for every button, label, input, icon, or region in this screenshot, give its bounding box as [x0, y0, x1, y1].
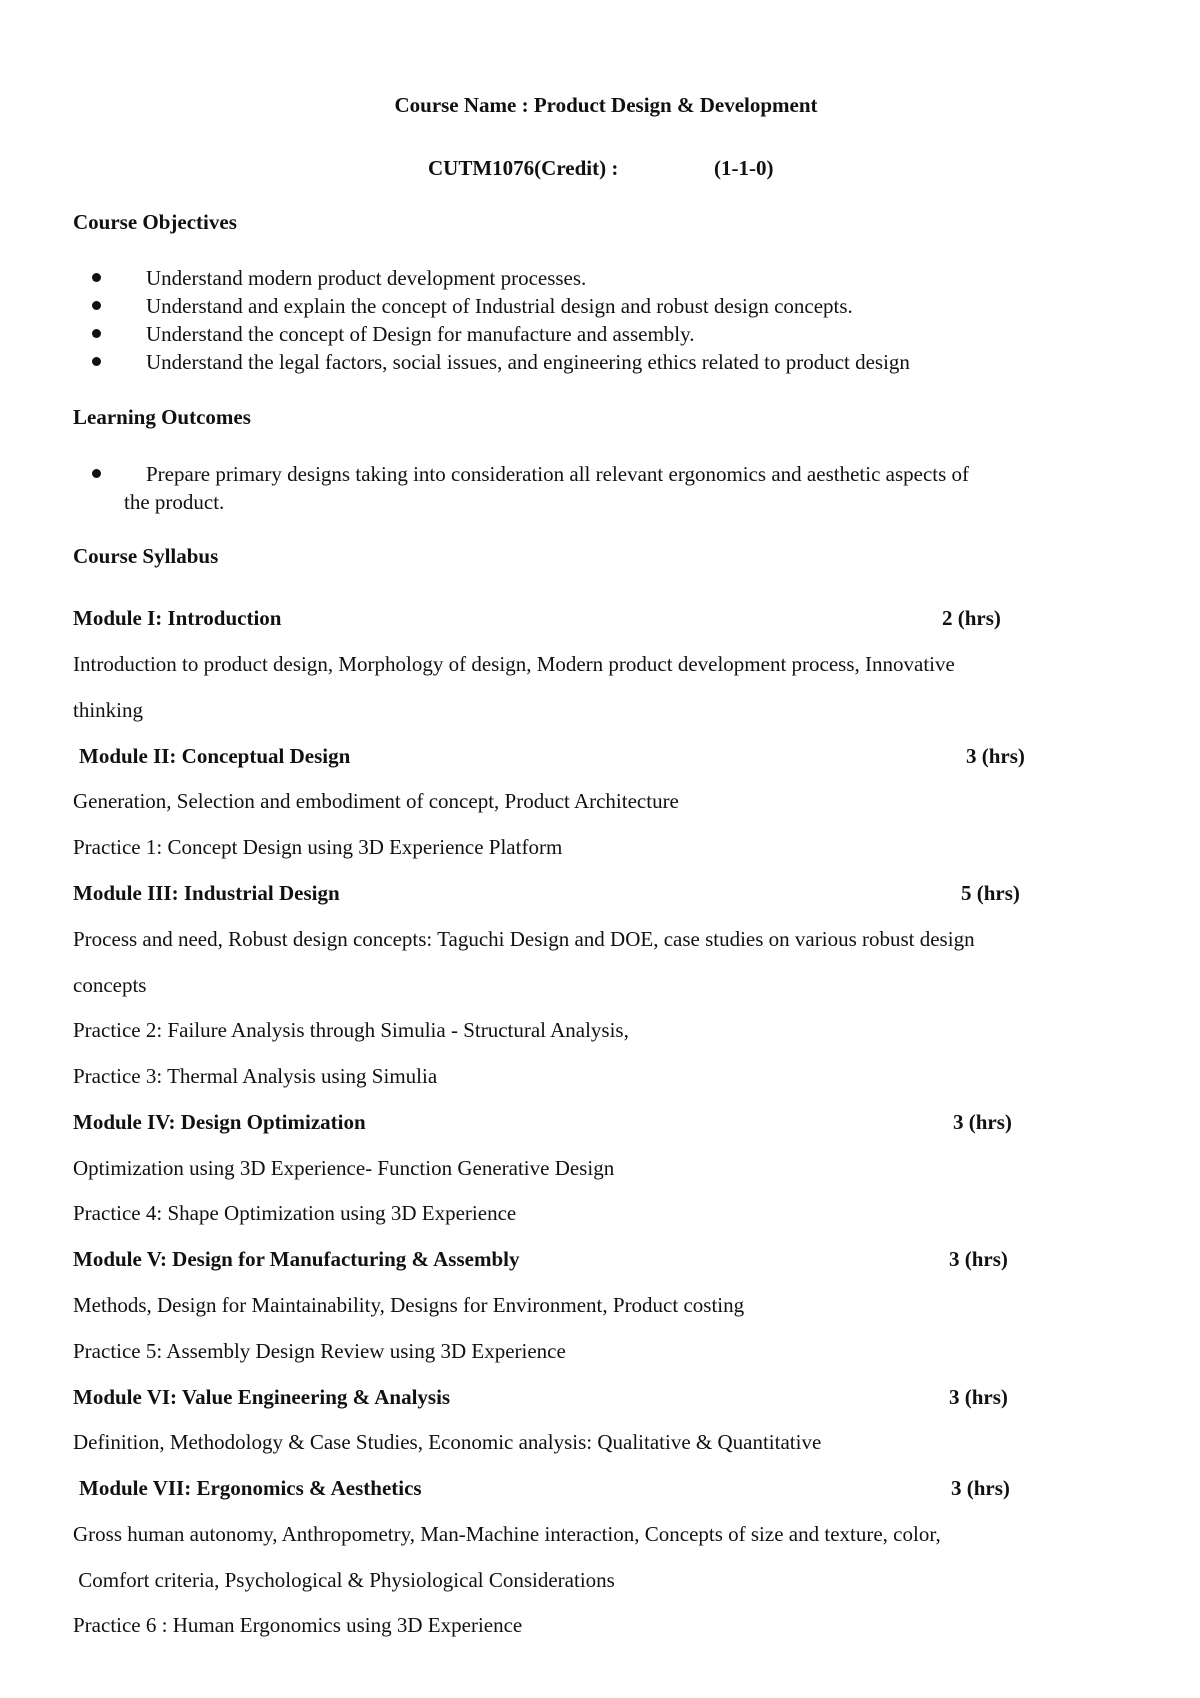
module-title: Module VII: Ergonomics & Aesthetics	[79, 1476, 422, 1500]
module-title: Module VI: Value Engineering & Analysis	[73, 1385, 451, 1409]
module-content: Definition, Methodology & Case Studies, Economic analysis: Qualitative & Quantitative	[73, 1430, 822, 1454]
module-content: Gross human autonomy, Anthropometry, Man-Machine interaction, Concepts of size and texture, color,	[73, 1522, 941, 1546]
module-content: Methods, Design for Maintainability, Designs for Environment, Product costing	[73, 1293, 745, 1317]
bullet-icon	[92, 469, 101, 478]
objective-item: Understand the concept of Design for manufacture and assembly.	[146, 322, 695, 346]
module-content: Optimization using 3D Experience- Function Generative Design	[73, 1156, 615, 1180]
module-title: Module III: Industrial Design	[73, 881, 340, 905]
module-content: Generation, Selection and embodiment of concept, Product Architecture	[73, 789, 679, 813]
module-title: Module IV: Design Optimization	[73, 1110, 366, 1134]
module-content: Practice 2: Failure Analysis through Simulia - Structural Analysis,	[73, 1018, 629, 1042]
module-title: Module V: Design for Manufacturing & Assembly	[73, 1247, 520, 1271]
module-content: Practice 5: Assembly Design Review using 3D Experience	[73, 1339, 566, 1363]
module-hours: 5 (hrs)	[961, 881, 1020, 905]
objectives-heading: Course Objectives	[73, 210, 237, 234]
bullet-icon	[92, 273, 101, 282]
course-title: Course Name : Product Design & Development	[394, 93, 818, 117]
module-content: Practice 3: Thermal Analysis using Simulia	[73, 1064, 438, 1088]
bullet-icon	[92, 301, 101, 310]
module-content: Practice 6 : Human Ergonomics using 3D Experience	[73, 1613, 523, 1637]
outcomes-heading: Learning Outcomes	[73, 405, 251, 429]
course-credit: (1-1-0)	[714, 156, 774, 180]
module-hours: 3 (hrs)	[949, 1247, 1008, 1271]
course-code-line	[428, 154, 774, 182]
module-content: Practice 1: Concept Design using 3D Experience Platform	[73, 835, 563, 859]
module-title: Module II: Conceptual Design	[79, 744, 351, 768]
module-hours: 3 (hrs)	[953, 1110, 1012, 1134]
module-hours: 2 (hrs)	[942, 606, 1001, 630]
module-hours: 3 (hrs)	[966, 744, 1025, 768]
module-content: Introduction to product design, Morphology of design, Modern product development process, Innovative	[73, 652, 955, 676]
module-title: Module I: Introduction	[73, 606, 282, 630]
module-content: concepts	[73, 973, 147, 997]
outcome-item-continued: the product.	[124, 490, 225, 514]
module-content: Process and need, Robust design concepts: Taguchi Design and DOE, case studies on various robust design	[73, 927, 975, 951]
objective-item: Understand modern product development processes.	[146, 266, 587, 290]
module-hours: 3 (hrs)	[951, 1476, 1010, 1500]
module-content: Practice 4: Shape Optimization using 3D Experience	[73, 1201, 517, 1225]
objective-item: Understand and explain the concept of Industrial design and robust design concepts.	[146, 294, 853, 318]
module-content: Comfort criteria, Psychological & Physiological Considerations	[73, 1568, 615, 1592]
bullet-icon	[92, 329, 101, 338]
syllabus-heading: Course Syllabus	[73, 544, 219, 568]
module-content: thinking	[73, 698, 144, 722]
objective-item: Understand the legal factors, social issues, and engineering ethics related to product design	[146, 350, 910, 374]
bullet-icon	[92, 357, 101, 366]
module-hours: 3 (hrs)	[949, 1385, 1008, 1409]
outcome-item: Prepare primary designs taking into consideration all relevant ergonomics and aesthetic aspects of	[146, 462, 970, 486]
course-code: CUTM1076(Credit) :	[428, 156, 619, 180]
